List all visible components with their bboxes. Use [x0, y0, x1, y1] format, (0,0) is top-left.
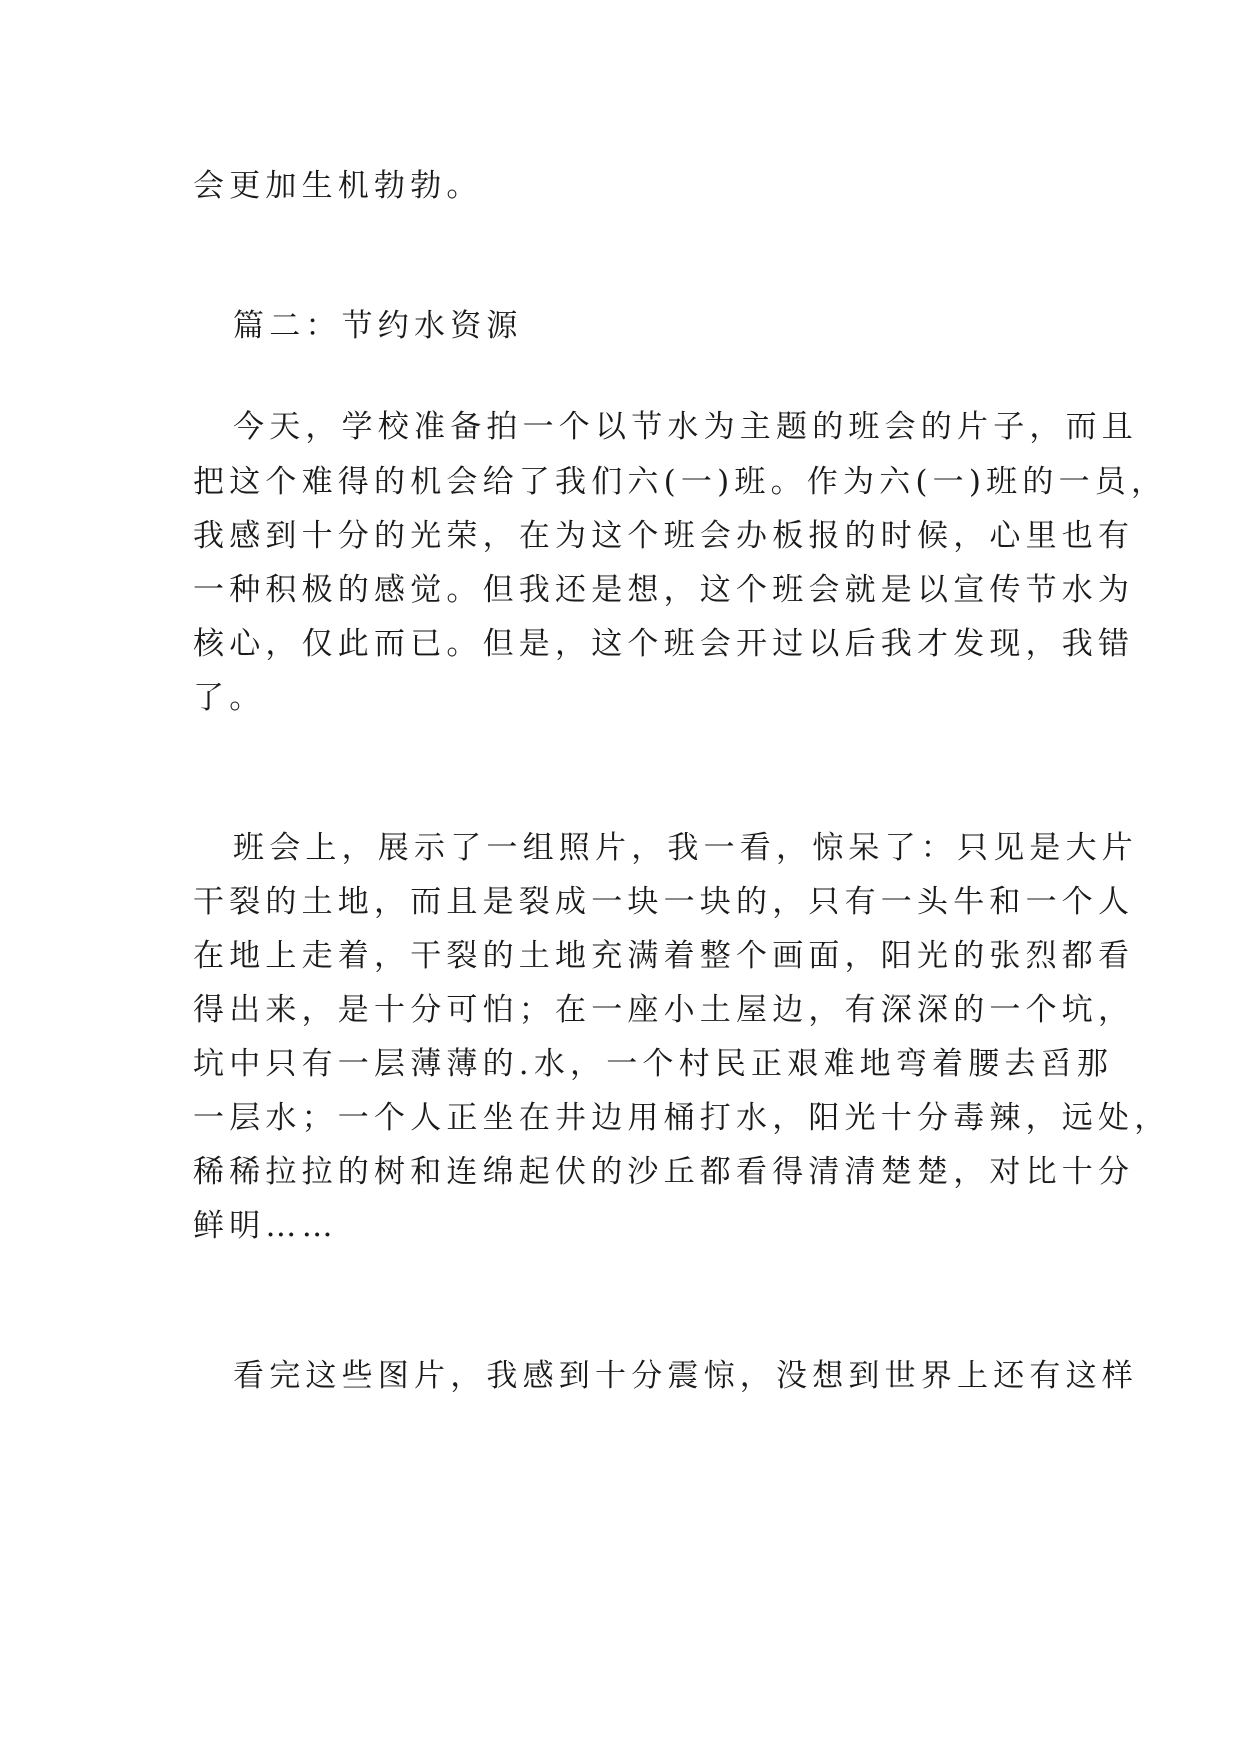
text-line: 会更加生机勃勃。 [193, 168, 483, 204]
paragraph-line: 干裂的土地，而且是裂成一块一块的，只有一头牛和一个人 [193, 884, 1135, 920]
paragraph-line: 我感到十分的光荣，在为这个班会办板报的时候，心里也有 [193, 518, 1135, 554]
paragraph-line: 稀稀拉拉的树和连绵起伏的沙丘都看得清清楚楚，对比十分 [193, 1154, 1135, 1190]
paragraph-line: 坑中只有一层薄薄的.水，一个村民正艰难地弯着腰去舀那 [193, 1046, 1114, 1082]
paragraph-line: 得出来，是十分可怕；在一座小土屋边，有深深的一个坑， [193, 992, 1135, 1028]
paragraph-line: 看完这些图片，我感到十分震惊，没想到世界上还有这样 [233, 1358, 1138, 1394]
paragraph-line: 一种积极的感觉。但我还是想，这个班会就是以宣传节水为 [193, 572, 1135, 608]
paragraph-line: 在地上走着，干裂的土地充满着整个画面，阳光的张烈都看 [193, 938, 1135, 974]
paragraph-line: 了。 [193, 680, 266, 716]
paragraph-line: 核心，仅此而已。但是，这个班会开过以后我才发现，我错 [193, 626, 1135, 662]
paragraph-line: 一层水；一个人正坐在井边用桶打水，阳光十分毒辣，远处， [193, 1100, 1171, 1136]
paragraph-line: 鲜明…… [193, 1208, 338, 1244]
paragraph-line: 把这个难得的机会给了我们六(一)班。作为六(一)班的一员， [193, 464, 1168, 500]
paragraph-line: 今天，学校准备拍一个以节水为主题的班会的片子，而且 [233, 409, 1138, 445]
section-heading: 篇二：节约水资源 [233, 308, 523, 344]
paragraph-line: 班会上，展示了一组照片，我一看，惊呆了：只见是大片 [233, 830, 1138, 866]
